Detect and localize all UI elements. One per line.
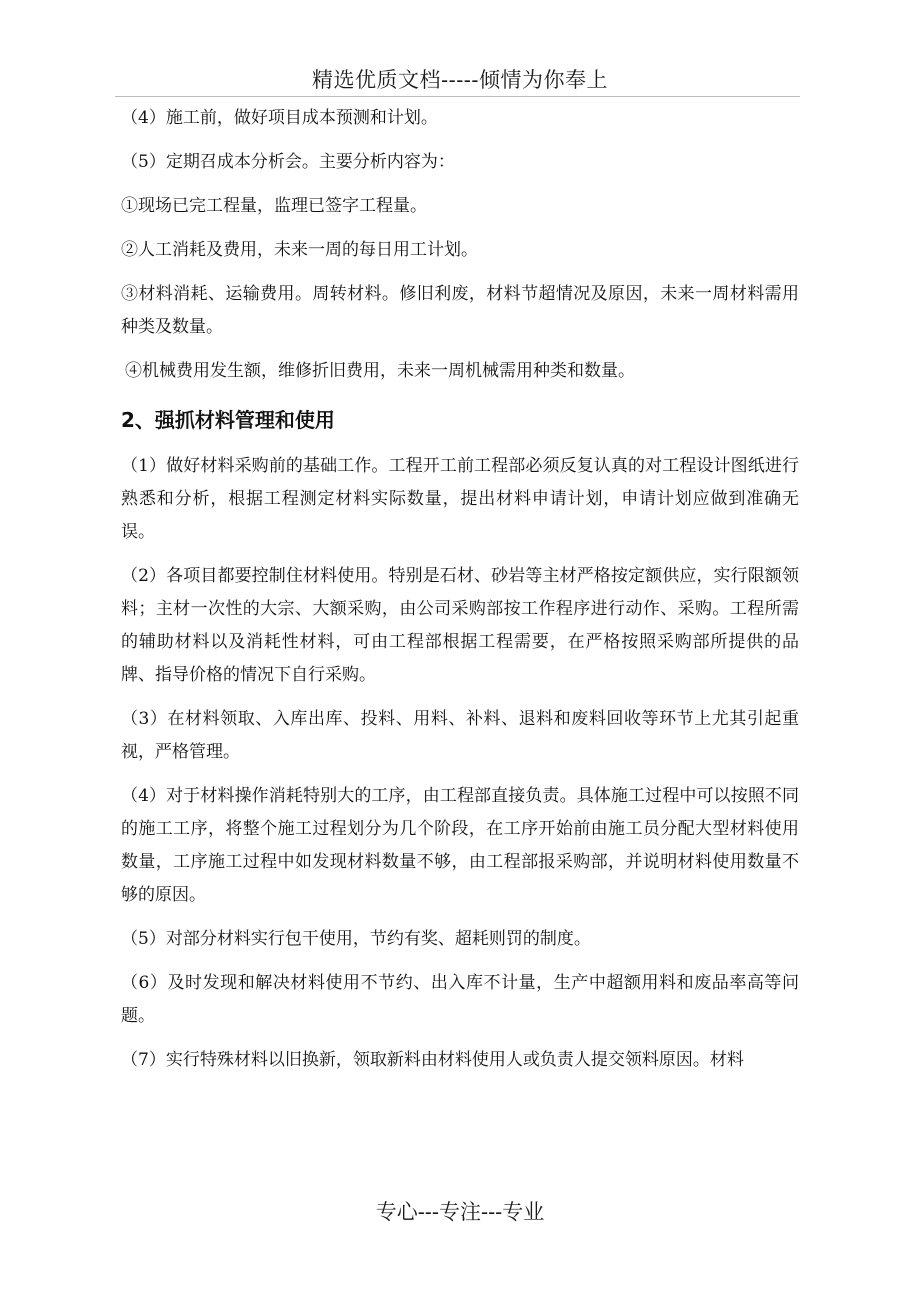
- paragraph-sub-4: ④机械费用发生额，维修折旧费用，未来一周机械需用种类和数量。: [125, 361, 635, 381]
- page-header: 精选优质文档-----倾情为你奉上: [312, 68, 608, 92]
- paragraph-sub-2: ②人工消耗及费用，未来一周的每日用工计划。: [121, 240, 478, 260]
- section-paragraph-4: （4）对于材料操作消耗特别大的工序，由工程部直接负责。具体施工过程中可以按照不同的施工工序，将整个施工过程划分为几个阶段，在工序开始前由施工员分配大型材料使用数量，工序施工过程中如发现材料数量不够，由工程部报采购部，并说明材料使用数量不够的原因。: [121, 786, 799, 905]
- paragraph-sub-3: ③材料消耗、运输费用。周转材料。修旧利废，材料节超情况及原因，未来一周材料需用种类及数量。: [121, 284, 799, 337]
- paragraph-item-4: （4）施工前，做好项目成本预测和计划。: [121, 108, 438, 128]
- section-paragraph-6: （6）及时发现和解决材料使用不节约、出入库不计量，生产中超额用料和废品率高等问题。: [121, 973, 799, 1026]
- header-divider: [115, 96, 800, 97]
- section-paragraph-3: （3）在材料领取、入库出库、投料、用料、补料、退料和废料回收等环节上尤其引起重视，严格管理。: [121, 709, 799, 762]
- section-paragraph-2: （2）各项目都要控制住材料使用。特别是石材、砂岩等主材严格按定额供应，实行限额领料；主材一次性的大宗、大额采购，由公司采购部按工作程序进行动作、采购。工程所需的辅助材料以及消耗性材料，可由工程部根据工程需要，在严格按照采购部所提供的品牌、指导价格的情况下自行采购。: [121, 566, 799, 685]
- paragraph-item-5: （5）定期召成本分析会。主要分析内容为：: [121, 152, 455, 172]
- document-body: [121, 102, 799, 1088]
- section-paragraph-7: （7）实行特殊材料以旧换新，领取新料由材料使用人或负责人提交领料原因。材料: [121, 1050, 744, 1070]
- section-paragraph-5: （5）对部分材料实行包干使用，节约有奖、超耗则罚的制度。: [121, 929, 591, 949]
- page-footer: 专心---专注---专业: [375, 1200, 545, 1224]
- paragraph-sub-1: ①现场已完工程量，监理已签字工程量。: [121, 196, 427, 216]
- section-heading: 2、强抓材料管理和使用: [121, 408, 335, 432]
- section-paragraph-1: （1）做好材料采购前的基础工作。工程开工前工程部必须反复认真的对工程设计图纸进行熟悉和分析，根据工程测定材料实际数量，提出材料申请计划，申请计划应做到准确无误。: [121, 456, 799, 542]
